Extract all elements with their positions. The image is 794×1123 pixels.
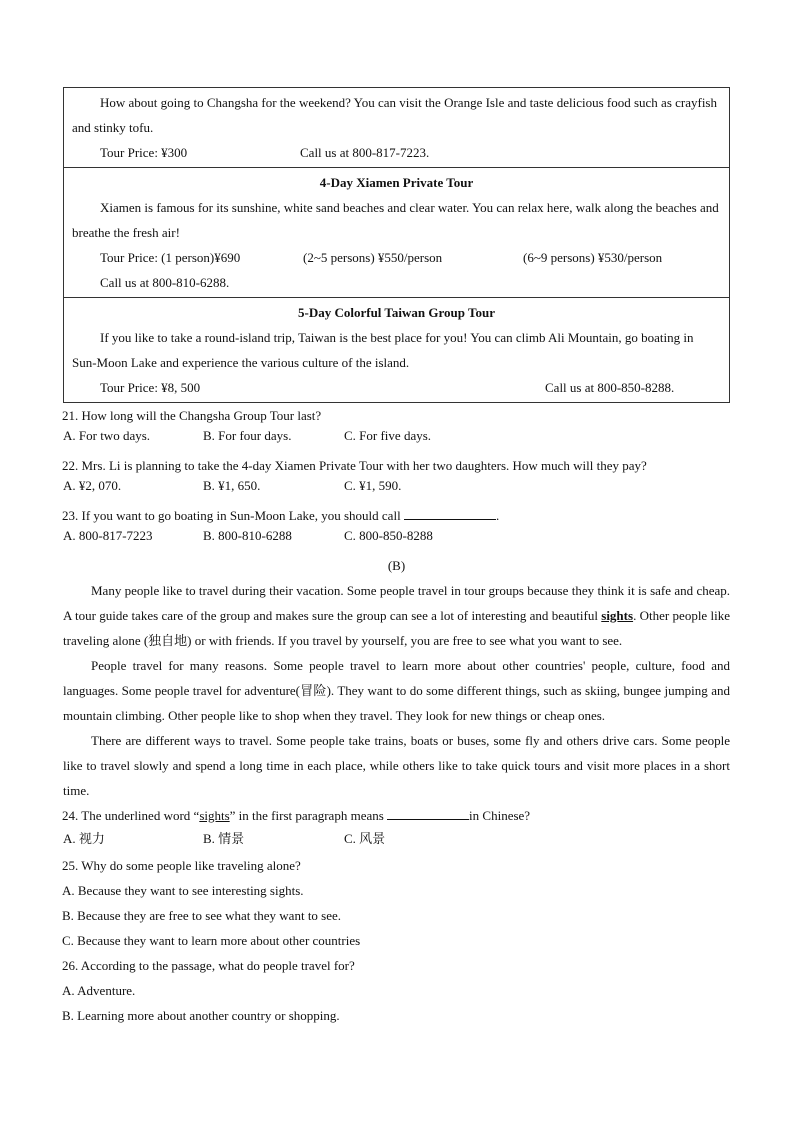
option-b: B. 情景 <box>203 831 245 846</box>
taiwan-title: 5-Day Colorful Taiwan Group Tour <box>298 305 495 320</box>
option-c: C. ¥1, 590. <box>344 478 402 493</box>
changsha-row <box>64 88 730 168</box>
answer-blank <box>404 506 496 520</box>
underlined-word: sights <box>601 608 634 623</box>
option-a: A. Adventure. <box>62 983 136 998</box>
changsha-phone: Call us at 800-817-7223. <box>300 145 430 160</box>
option-b: B. 800-810-6288 <box>203 528 292 543</box>
changsha-price: Tour Price: ¥300 <box>100 145 188 160</box>
xiamen-price-small-group: (2~5 persons) ¥550/person <box>303 250 443 265</box>
question-24-options <box>63 828 730 853</box>
question-22-options <box>63 478 730 503</box>
question-23: 23. If you want to go boating in Sun-Moon Lake, you should call . <box>62 508 500 523</box>
question-21: 21. How long will the Changsha Group Tour last? <box>62 408 322 423</box>
changsha-description: How about going to Changsha for the weekend? You can visit the Orange Isle and taste delicious food such as crayfish and stinky tofu. <box>72 95 717 135</box>
passage-paragraph-2: People travel for many reasons. Some people travel to learn more about other countries' people, culture, food and languages. Some people travel for adventure(冒险). They want to do some different things, such as skiing, bungee jumping and mountain climbing. Other people like to shop when they travel. They look for new things or cheap ones. <box>63 658 730 723</box>
question-22: 22. Mrs. Li is planning to take the 4-day Xiamen Private Tour with her two daughters. How much will they pay? <box>62 458 647 473</box>
option-a: A. Because they want to see interesting sights. <box>62 883 304 898</box>
tour-table <box>63 87 730 403</box>
option-c: C. 风景 <box>344 831 386 846</box>
question-24: 24. The underlined word “sights” in the first paragraph means in Chinese? <box>62 808 531 823</box>
option-a: A. 800-817-7223 <box>63 528 153 543</box>
option-b: B. ¥1, 650. <box>203 478 261 493</box>
question-25: 25. Why do some people like traveling alone? <box>62 858 301 873</box>
xiamen-title: 4-Day Xiamen Private Tour <box>319 175 474 190</box>
section-b-heading: (B) <box>387 558 406 573</box>
option-b: B. Learning more about another country or shopping. <box>62 1008 340 1023</box>
xiamen-price-single: Tour Price: (1 person)¥690 <box>100 250 241 265</box>
xiamen-phone: Call us at 800-810-6288. <box>100 275 230 290</box>
option-b: B. For four days. <box>203 428 292 443</box>
option-c: C. Because they want to learn more about other countries <box>62 933 361 948</box>
taiwan-description: If you like to take a round-island trip, Taiwan is the best place for you! You can climb Ali Mountain, go boating in Sun-Moon Lake and experience the various culture of the island. <box>72 330 694 370</box>
option-c: C. For five days. <box>344 428 432 443</box>
option-a: A. For two days. <box>63 428 151 443</box>
xiamen-price-large-group: (6~9 persons) ¥530/person <box>523 250 663 265</box>
taiwan-price: Tour Price: ¥8, 500 <box>100 380 201 395</box>
question-26: 26. According to the passage, what do people travel for? <box>62 958 355 973</box>
answer-blank <box>387 806 469 820</box>
passage-paragraph-1: Many people like to travel during their vacation. Some people travel in tour groups because they think it is safe and cheap. A tour guide takes care of the group and makes sure the group can see a lot of interesting and beautiful sights. Other people like traveling alone (独自地) or with friends. If you travel by yourself, you are free to see what you want to see. <box>63 583 731 648</box>
option-a: A. ¥2, 070. <box>63 478 122 493</box>
taiwan-row <box>64 298 730 403</box>
taiwan-phone: Call us at 800-850-8288. <box>545 380 675 395</box>
question-23-options <box>63 528 730 553</box>
question-21-options <box>63 428 730 453</box>
xiamen-row <box>64 168 730 298</box>
passage-paragraph-3: There are different ways to travel. Some people take trains, boats or buses, some fly and others drive cars. Some people like to travel slowly and spend a long time in each place, while others like to take quick tours and visit more places in a short time. <box>63 733 730 798</box>
xiamen-description: Xiamen is famous for its sunshine, white sand beaches and clear water. You can relax here, walk along the beaches and breathe the fresh air! <box>72 200 719 240</box>
option-c: C. 800-850-8288 <box>344 528 433 543</box>
exam-page <box>63 87 730 1028</box>
option-b: B. Because they are free to see what they want to see. <box>62 908 342 923</box>
option-a: A. 视力 <box>63 831 105 846</box>
